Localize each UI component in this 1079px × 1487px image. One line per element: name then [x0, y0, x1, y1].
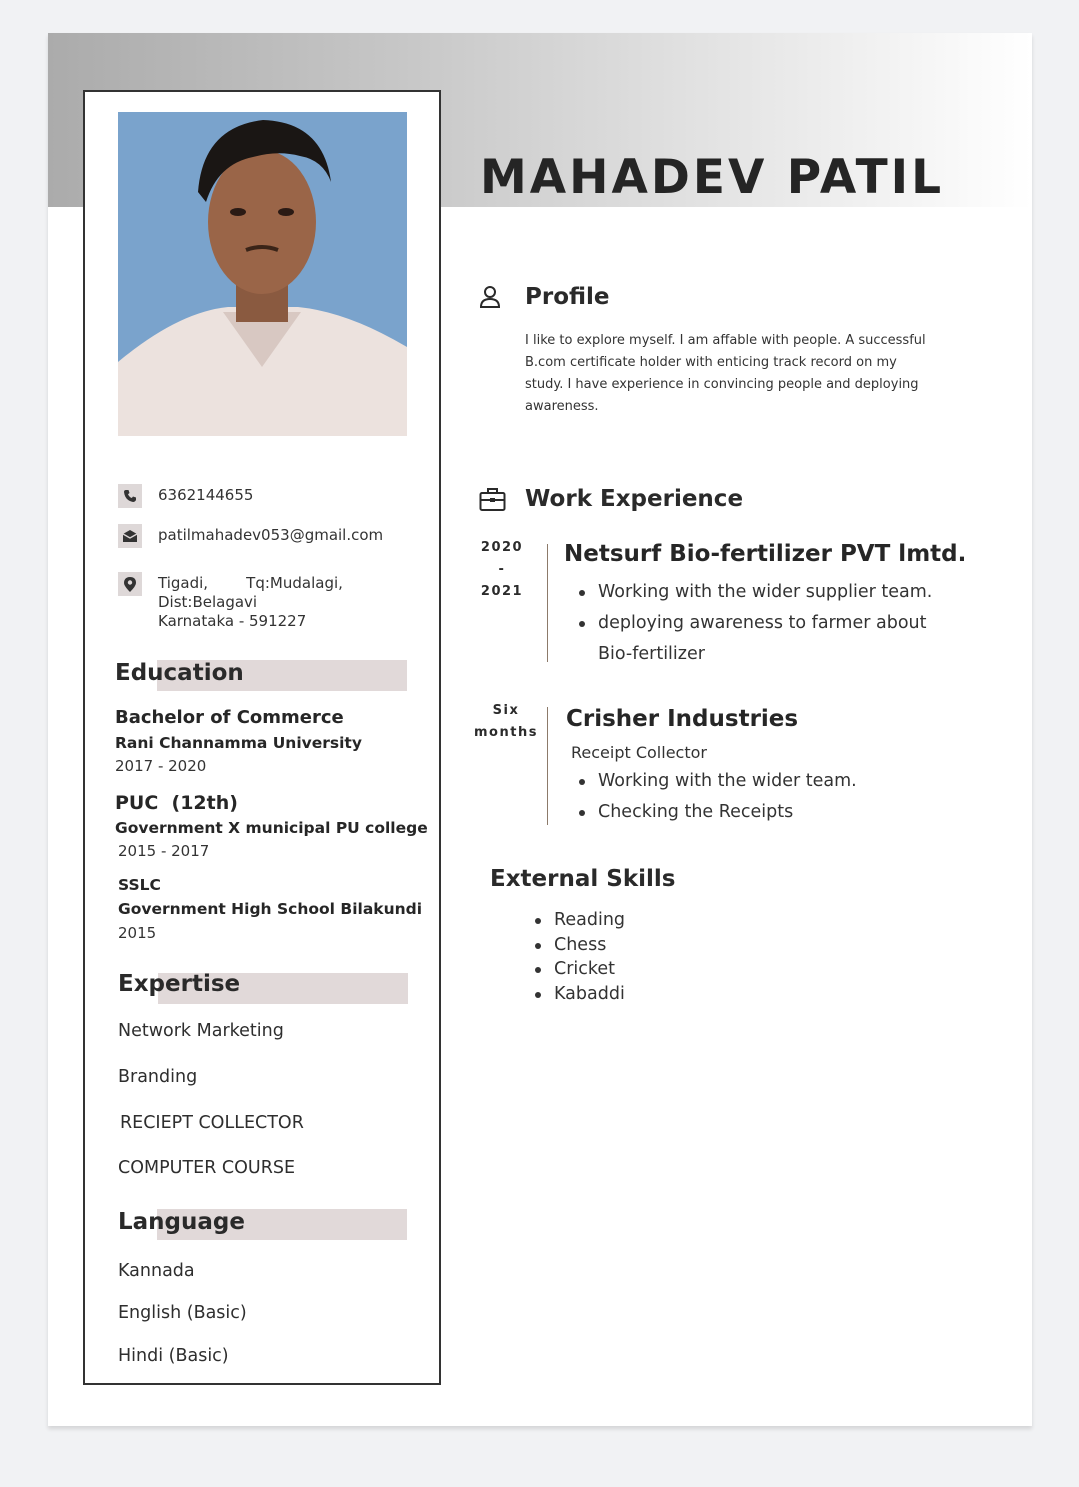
contact-address	[118, 572, 343, 631]
expertise-heading: Expertise	[118, 971, 241, 997]
education-item-institution: Government X municipal PU college	[115, 819, 428, 837]
timeline-line	[547, 544, 548, 662]
job-date	[477, 537, 527, 603]
skill-item: Chess	[534, 933, 625, 958]
education-heading: Education	[115, 660, 244, 686]
profile-heading: Profile	[525, 284, 610, 310]
address-line-3: Karnataka - 591227	[158, 612, 307, 630]
job-role: Receipt Collector	[571, 743, 707, 762]
work-heading: Work Experience	[525, 486, 744, 512]
contact-phone	[118, 484, 253, 508]
expertise-item: RECIEPT COLLECTOR	[120, 1113, 304, 1133]
address-text	[158, 572, 343, 631]
user-icon	[479, 285, 501, 313]
phone-icon	[118, 484, 142, 508]
job-date-separator: -	[498, 562, 506, 577]
briefcase-icon	[479, 487, 506, 516]
education-item-title: SSLC	[118, 876, 161, 894]
job-bullet: Checking the Receipts	[576, 797, 857, 828]
language-item: Hindi (Basic)	[118, 1346, 229, 1366]
mail-icon	[118, 524, 142, 548]
education-item-title: PUC (12th)	[115, 792, 238, 814]
expertise-item: Network Marketing	[118, 1021, 284, 1041]
contact-email	[118, 524, 383, 548]
education-item-years: 2015 - 2017	[118, 842, 210, 860]
expertise-item: Branding	[118, 1067, 198, 1087]
profile-photo	[118, 112, 407, 436]
skill-item: Cricket	[534, 957, 625, 982]
job-company: Crisher Industries	[566, 706, 799, 732]
location-pin-icon	[118, 572, 142, 596]
phone-text: 6362144655	[158, 486, 254, 504]
profile-text: I like to explore myself. I am affable with people. A successful B.com certificate holder with enticing track record on my study. I have experience in convincing people and deploying awareness.	[525, 333, 926, 414]
skills-list	[534, 908, 625, 1007]
job-bullet-continuation: Bio-fertilizer	[598, 644, 705, 664]
job-bullets	[576, 577, 932, 670]
skills-heading: External Skills	[490, 866, 676, 892]
education-item-years: 2015	[118, 924, 157, 942]
skill-item: Reading	[534, 908, 625, 933]
job-date	[470, 700, 542, 744]
job-date-end: months	[474, 725, 538, 740]
job-date-end: 2021	[480, 584, 524, 599]
expertise-item: COMPUTER COURSE	[118, 1158, 296, 1178]
language-item: Kannada	[118, 1261, 195, 1281]
job-bullet: deploying awareness to farmer about	[576, 608, 932, 639]
address-line-2: Dist:Belagavi	[158, 593, 258, 611]
education-item-years: 2017 - 2020	[115, 757, 207, 775]
education-item-title: Bachelor of Commerce	[115, 707, 344, 728]
email-text: patilmahadev053@gmail.com	[158, 526, 384, 544]
skill-item: Kabaddi	[534, 982, 625, 1007]
education-item-institution: Rani Channamma University	[115, 734, 362, 752]
language-item: English (Basic)	[118, 1303, 247, 1323]
job-bullet: Working with the wider supplier team.	[576, 577, 932, 608]
job-bullets	[576, 766, 857, 828]
job-date-start: 2020	[480, 540, 524, 555]
job-date-start: Six	[492, 703, 520, 718]
address-line-1: Tigadi, Tq:Mudalagi,	[158, 574, 343, 592]
job-company: Netsurf Bio-fertilizer PVT lmtd.	[564, 541, 967, 567]
language-heading: Language	[118, 1209, 245, 1235]
candidate-name: MAHADEV PATIL	[480, 150, 945, 205]
education-item-institution: Government High School Bilakundi	[118, 900, 423, 918]
timeline-line	[547, 707, 548, 825]
job-bullet: Working with the wider team.	[576, 766, 857, 797]
